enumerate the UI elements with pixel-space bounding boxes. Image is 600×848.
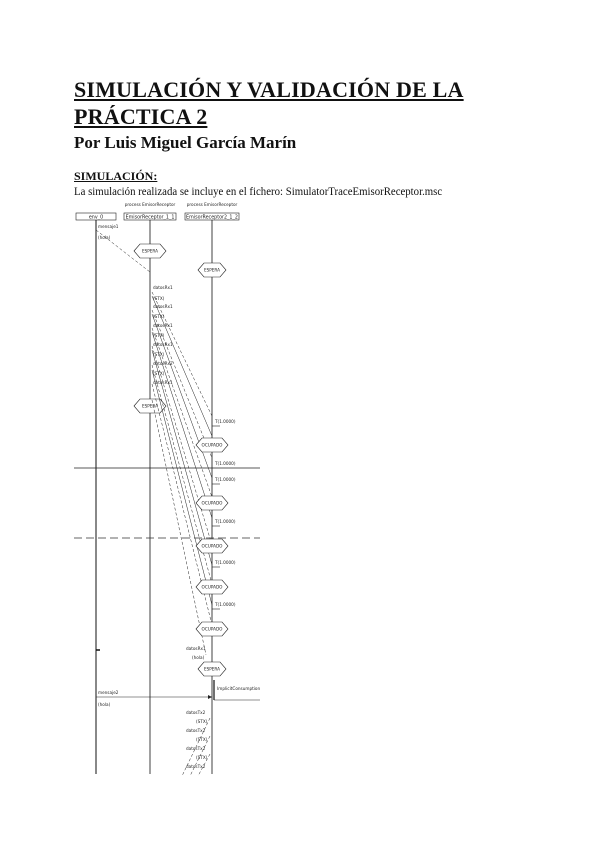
svg-text:OCUPADO: OCUPADO xyxy=(201,442,223,448)
msg-datostx2-a: datosTx2 xyxy=(186,710,206,715)
msg-datostx2-c: datosTx2 xyxy=(186,746,206,751)
instance-env-label: env_0 xyxy=(88,215,104,221)
msg-hola-label: (hola) xyxy=(98,235,111,240)
msg-datostx2-b: datosTx2 xyxy=(186,728,206,733)
svg-text:T(1.0000): T(1.0000) xyxy=(215,602,236,607)
instance-emisor2-label: EmisorReceptor2_1_2 xyxy=(186,215,238,221)
svg-text:ESPERA: ESPERA xyxy=(203,666,221,672)
svg-text:ESPERA: ESPERA xyxy=(203,267,221,273)
msg-datosrx1-f: datosRx1 xyxy=(186,646,206,651)
msg-mensaje2 xyxy=(96,690,212,699)
svg-text:T(1.0000): T(1.0000) xyxy=(215,419,236,424)
msg-stx-h: (STX) xyxy=(196,755,208,760)
state-espera-2 xyxy=(198,263,226,277)
msg-stx-b: (STX) xyxy=(153,314,165,319)
msg-datosrx1-b: datosRx1 xyxy=(153,304,173,309)
msg-hola-c: (hola) xyxy=(98,702,111,707)
implicit-consumption xyxy=(214,680,260,700)
state-espera-1 xyxy=(134,244,166,258)
timer-6 xyxy=(212,602,236,609)
author-line: Por Luis Miguel García Marín xyxy=(74,133,297,152)
msg-datosrx1-a: datosRx1 xyxy=(153,285,173,290)
msg-datosrx1-e: datosRx1 xyxy=(153,380,173,385)
msg-datosrx1-d: datosRx1 xyxy=(153,342,173,347)
timer-4 xyxy=(212,519,236,526)
msg-datosrx2-a: datosRx2 xyxy=(153,361,173,366)
svg-text:OCUPADO: OCUPADO xyxy=(201,626,223,632)
timer-1 xyxy=(212,419,236,426)
svg-text:ESPERA: ESPERA xyxy=(141,403,159,409)
msg-stx-e: (STX) xyxy=(153,371,165,376)
instance-emisor2-sublabel: process EmisorReceptor xyxy=(186,202,238,207)
msg-stx-g: (STX) xyxy=(196,737,208,742)
state-ocupado-4 xyxy=(196,580,228,594)
svg-text:T(1.0000): T(1.0000) xyxy=(215,477,236,482)
svg-text:T(1.0000): T(1.0000) xyxy=(215,560,236,565)
msg-stx-d: (STX) xyxy=(153,352,165,357)
document-title: SIMULACIÓN Y VALIDACIÓN DE LA PRÁCTICA 2 xyxy=(74,77,464,129)
svg-text:OCUPADO: OCUPADO xyxy=(201,584,223,590)
section-heading: SIMULACIÓN: xyxy=(74,169,158,183)
svg-text:T(1.0000): T(1.0000) xyxy=(215,519,236,524)
state-espera-2b xyxy=(198,662,226,676)
intro-paragraph: La simulación realizada se incluye en el fichero: SimulatorTraceEmisorReceptor.msc xyxy=(74,184,443,198)
msg-stx-f: (STX) xyxy=(196,719,208,724)
msg-stx-c: (STX) xyxy=(153,333,165,338)
instance-emisor1-sublabel: process EmisorReceptor xyxy=(124,202,176,207)
state-ocupado-1 xyxy=(196,438,228,452)
msg-mensaje1-label: mensaje1 xyxy=(98,224,119,229)
timer-3 xyxy=(212,477,236,484)
svg-text:mensaje2: mensaje2 xyxy=(98,690,119,695)
instance-emisor1-label: EmisorReceptor_1_1 xyxy=(125,215,175,221)
state-ocupado-2 xyxy=(196,496,228,510)
timer-5 xyxy=(212,560,236,567)
msg-datosrx1-c: datosRx1 xyxy=(153,323,173,328)
timer-2: T(1.0000) xyxy=(215,461,236,466)
svg-text:OCUPADO: OCUPADO xyxy=(201,500,223,506)
msg-hola-b: (hola) xyxy=(192,655,205,660)
svg-text:ESPERA: ESPERA xyxy=(141,248,159,254)
msg-stx-a: (STX) xyxy=(153,296,165,301)
svg-text:ImplicitConsumption: ImplicitConsumption xyxy=(217,686,260,691)
state-ocupado-3 xyxy=(196,539,228,553)
msg-datostx2-d: datosTx2 xyxy=(186,764,206,769)
state-ocupado-5 xyxy=(196,622,228,636)
msc-diagram xyxy=(74,200,260,776)
svg-text:OCUPADO: OCUPADO xyxy=(201,543,223,549)
